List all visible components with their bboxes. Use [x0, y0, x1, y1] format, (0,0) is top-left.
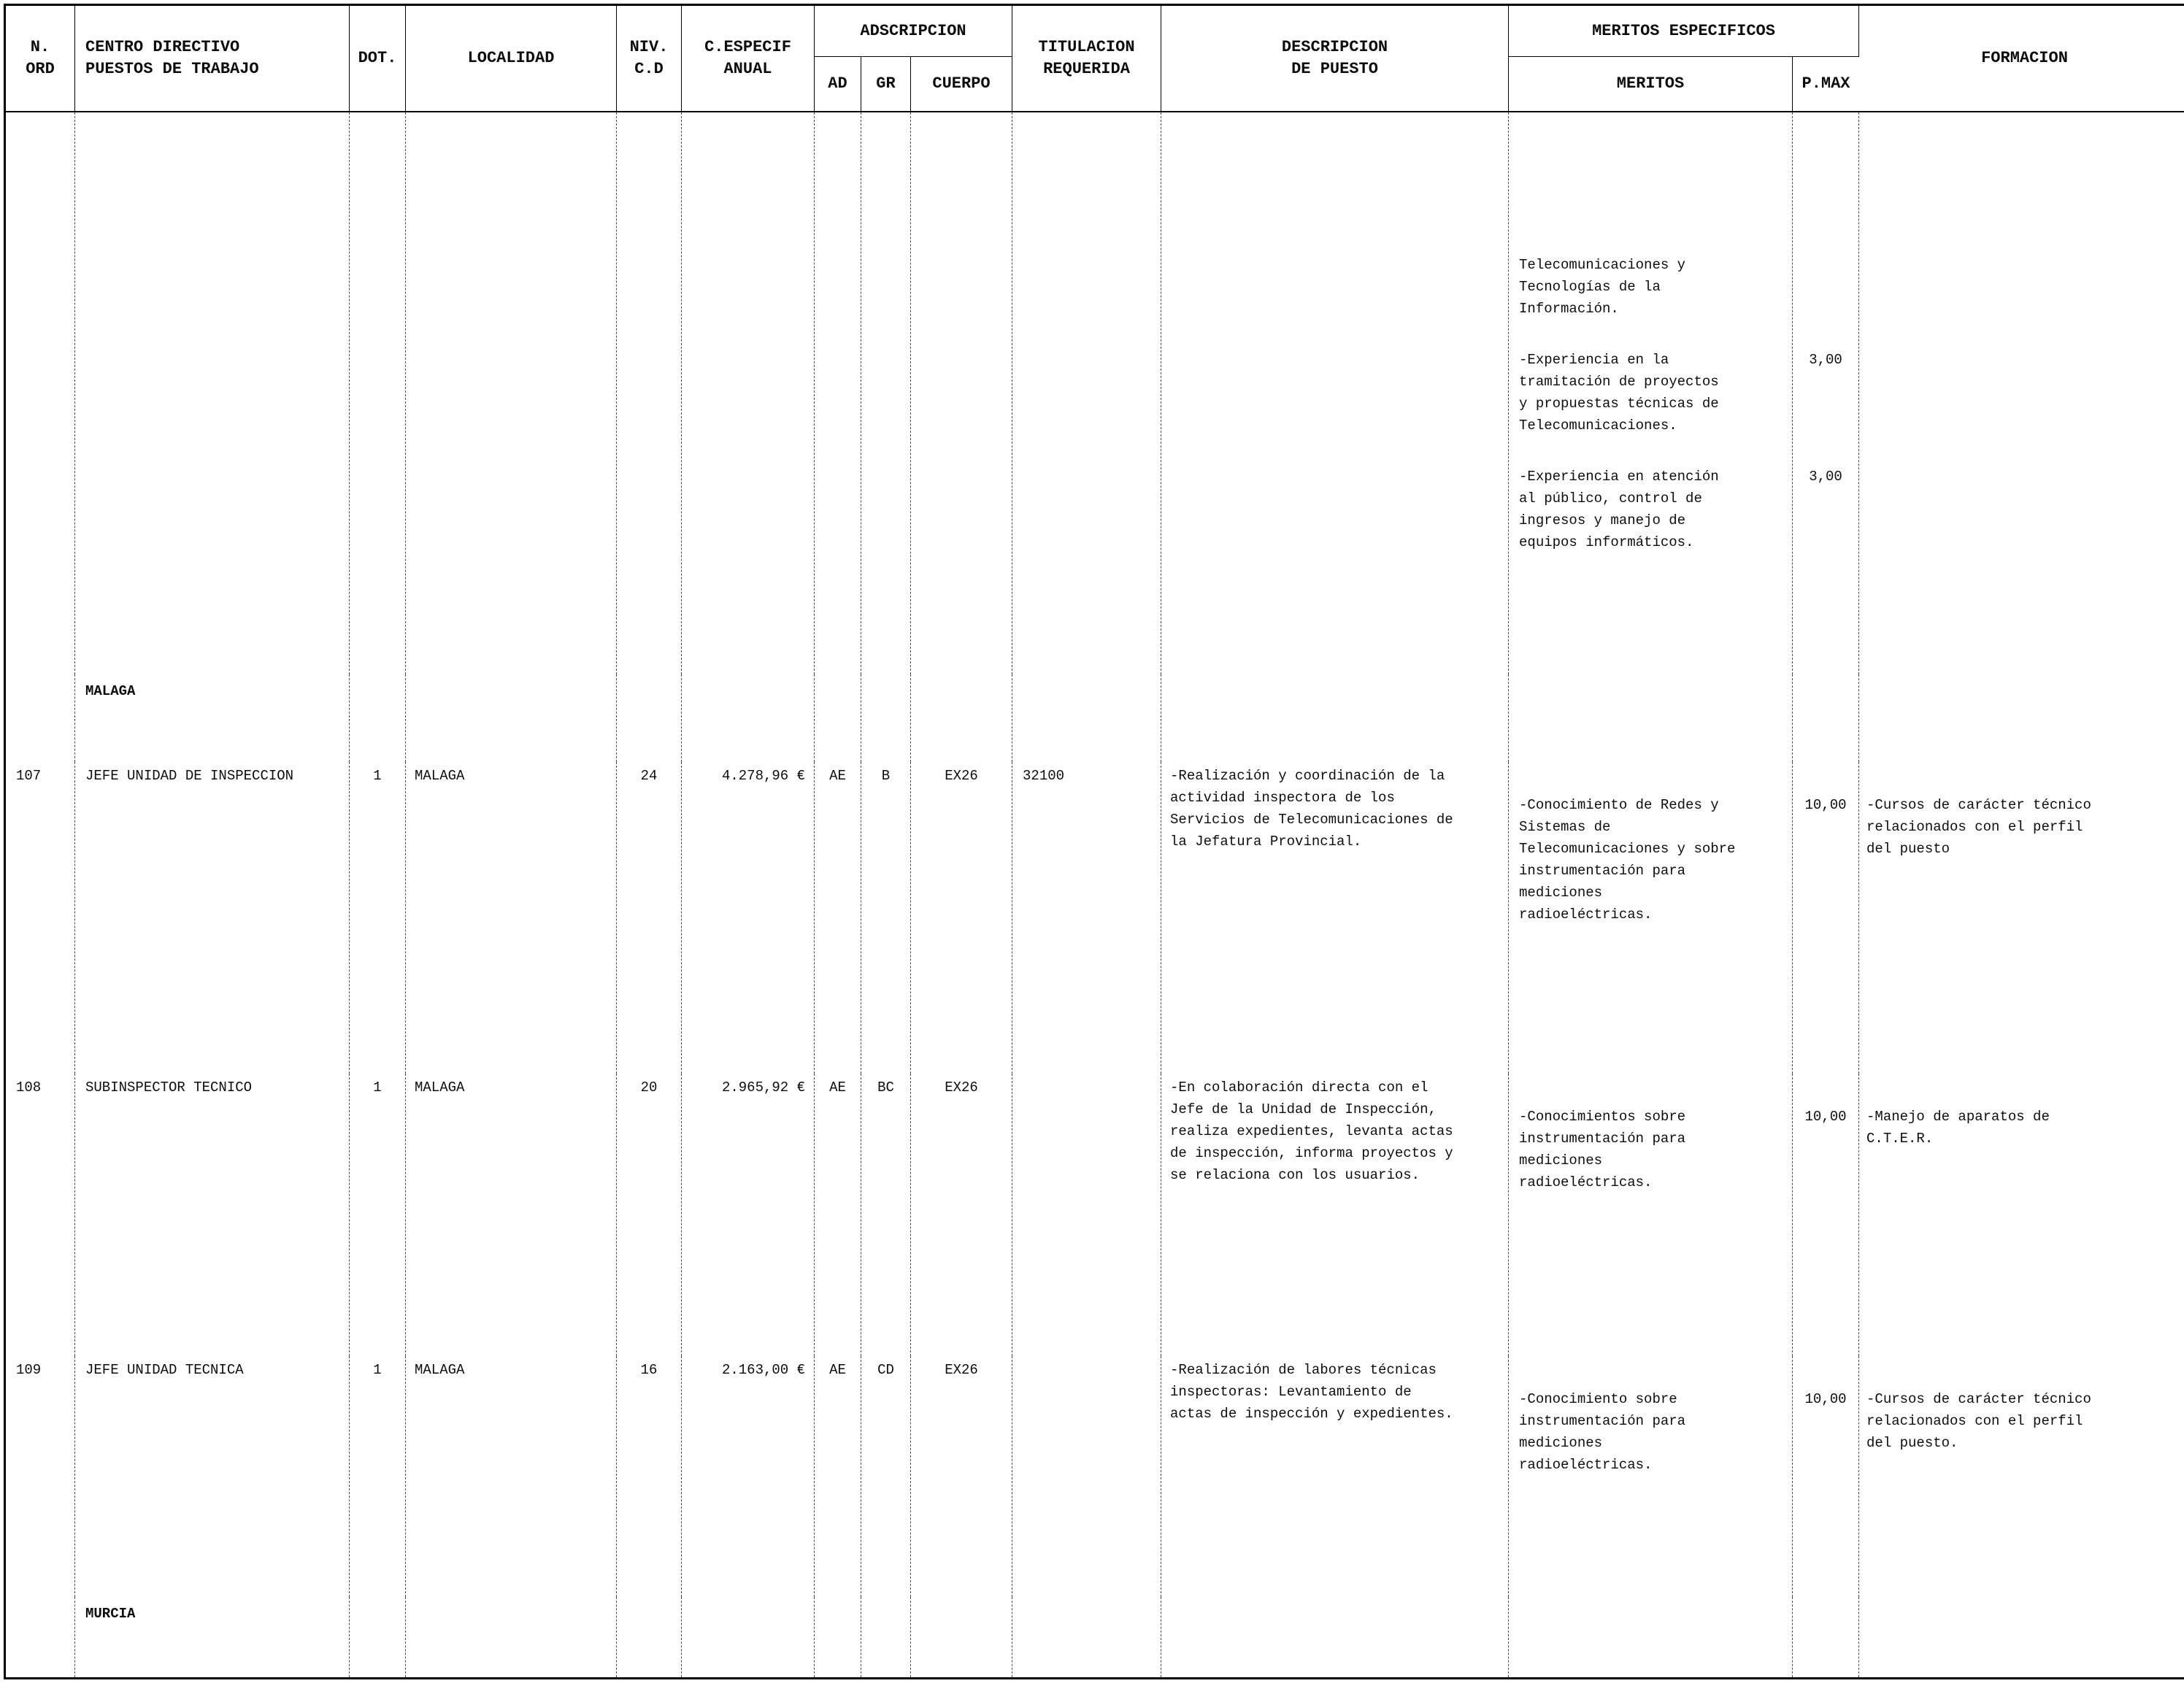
cell-formacion — [1859, 1356, 2184, 1597]
group-row-malaga — [6, 674, 2184, 762]
cell-empty — [1859, 674, 2184, 762]
cell-cont-cuerpo — [911, 112, 1012, 674]
col-header-centro-directivo — [75, 6, 350, 112]
cell-cespecif: 2.965,92 € — [682, 1074, 815, 1356]
cell-pmax: 10,00 — [1793, 762, 1859, 1074]
merit-text: -Experiencia en atención al público, control de ingresos y manejo de equipos informáticos. — [1519, 469, 1719, 550]
cell-empty — [6, 1597, 75, 1677]
cell-empty — [1509, 674, 1793, 762]
cell-cont-cespecif — [682, 112, 815, 674]
cell-cont-titulacion — [1012, 112, 1161, 674]
group-row-murcia — [6, 1597, 2184, 1677]
pmax-value: 3,00 — [1809, 352, 1842, 368]
col-header-centro-line1: CENTRO DIRECTIVO — [85, 38, 240, 56]
cell-n-ord: 109 — [6, 1356, 75, 1597]
cell-cont-meritos — [1509, 112, 1793, 674]
cell-empty — [350, 1597, 406, 1677]
cell-empty — [1012, 1597, 1161, 1677]
col-header-ad: AD — [815, 57, 861, 112]
cell-empty — [6, 674, 75, 762]
cell-meritos — [1509, 1074, 1793, 1356]
cell-empty — [815, 1597, 861, 1677]
cell-empty — [406, 674, 617, 762]
cell-cont-descripcion — [1161, 112, 1509, 674]
cell-niv: 24 — [617, 762, 682, 1074]
col-header-cuerpo: CUERPO — [911, 57, 1012, 112]
cell-empty — [1793, 1597, 1859, 1677]
cell-cont-pmax — [1793, 112, 1859, 674]
col-header-adscripcion: ADSCRIPCION — [815, 6, 1012, 57]
cell-empty — [617, 674, 682, 762]
col-header-titulacion-line2: REQUERIDA — [1043, 60, 1130, 78]
cell-meritos — [1509, 1356, 1793, 1597]
col-header-cespecif-line1: C.ESPECIF — [704, 38, 791, 56]
cell-empty — [406, 1597, 617, 1677]
cell-empty — [1012, 674, 1161, 762]
cell-puesto: JEFE UNIDAD DE INSPECCION — [75, 762, 350, 1074]
cell-cont-centro — [75, 112, 350, 674]
cell-descripcion — [1161, 1074, 1509, 1356]
cell-niv: 16 — [617, 1356, 682, 1597]
cell-titulacion — [1012, 1074, 1161, 1356]
scanned-document-page — [0, 4, 2184, 1686]
col-header-niv: NIV. — [629, 38, 669, 56]
cell-empty — [1793, 674, 1859, 762]
table-row — [6, 762, 2184, 1074]
col-header-localidad: LOCALIDAD — [406, 6, 617, 112]
col-header-meritos: MERITOS — [1509, 57, 1793, 112]
cell-puesto: JEFE UNIDAD TECNICA — [75, 1356, 350, 1597]
cell-dot: 1 — [350, 762, 406, 1074]
cell-ad: AE — [815, 762, 861, 1074]
table-body — [6, 112, 2184, 1677]
col-header-dot: DOT. — [350, 6, 406, 112]
merit-text: Telecomunicaciones y Tecnologías de la Información. — [1519, 257, 1686, 317]
col-header-pmax: P.MAX — [1793, 57, 1859, 112]
cell-ad: AE — [815, 1074, 861, 1356]
col-header-n-ord — [6, 6, 75, 112]
cell-cont-ad — [815, 112, 861, 674]
merit-text: -Experiencia en la tramitación de proyectos y propuestas técnicas de Telecomunicaciones. — [1519, 352, 1719, 434]
cell-n-ord: 108 — [6, 1074, 75, 1356]
col-header-formacion: FORMACION — [1859, 6, 2184, 112]
col-header-descripcion-line2: DE PUESTO — [1291, 60, 1378, 78]
cell-empty — [617, 1597, 682, 1677]
cell-cuerpo: EX26 — [911, 762, 1012, 1074]
formacion-text: -Manejo de aparatos de C.T.E.R. — [1866, 1109, 2050, 1147]
cell-cuerpo: EX26 — [911, 1074, 1012, 1356]
col-header-cd: C.D — [634, 60, 664, 78]
cell-gr: B — [861, 762, 911, 1074]
cell-cont-formacion — [1859, 112, 2184, 674]
merit-text: -Conocimiento sobre instrumentación para mediciones radioeléctricas. — [1519, 1391, 1686, 1473]
group-label: MURCIA — [75, 1597, 350, 1677]
formacion-text: -Cursos de carácter técnico relacionados con el perfil del puesto — [1866, 797, 2091, 857]
col-header-descripcion-line1: DESCRIPCION — [1281, 38, 1388, 56]
cell-cont-n — [6, 112, 75, 674]
cell-dot: 1 — [350, 1356, 406, 1597]
table-row — [6, 1074, 2184, 1356]
cell-descripcion — [1161, 1356, 1509, 1597]
col-header-meritos-especificos: MERITOS ESPECIFICOS — [1509, 6, 1859, 57]
cell-localidad: MALAGA — [406, 1074, 617, 1356]
cell-ad: AE — [815, 1356, 861, 1597]
col-header-ord: ORD — [26, 60, 55, 78]
cell-gr: CD — [861, 1356, 911, 1597]
col-header-titulacion-line1: TITULACION — [1038, 38, 1135, 56]
cell-empty — [861, 1597, 911, 1677]
cell-cespecif: 4.278,96 € — [682, 762, 815, 1074]
col-header-niv-cd — [617, 6, 682, 112]
cell-pmax: 10,00 — [1793, 1074, 1859, 1356]
cell-cont-localidad — [406, 112, 617, 674]
col-header-centro-line2: PUESTOS DE TRABAJO — [85, 60, 259, 78]
cell-localidad: MALAGA — [406, 762, 617, 1074]
cell-empty — [1161, 674, 1509, 762]
cell-empty — [911, 1597, 1012, 1677]
cell-empty — [1161, 1597, 1509, 1677]
col-header-descripcion — [1161, 6, 1509, 112]
cell-niv: 20 — [617, 1074, 682, 1356]
merit-text: -Conocimiento de Redes y Sistemas de Telecomunicaciones y sobre instrumentación para mediciones radioeléctricas. — [1519, 797, 1736, 923]
cell-empty — [682, 674, 815, 762]
cell-localidad: MALAGA — [406, 1356, 617, 1597]
cell-descripcion — [1161, 762, 1509, 1074]
pmax-value: 3,00 — [1809, 469, 1842, 485]
group-label: MALAGA — [75, 674, 350, 762]
cell-empty — [1509, 1597, 1793, 1677]
merit-text: -Conocimientos sobre instrumentación para mediciones radioeléctricas. — [1519, 1109, 1686, 1190]
cell-empty — [1859, 1597, 2184, 1677]
cell-titulacion — [1012, 1356, 1161, 1597]
cell-pmax: 10,00 — [1793, 1356, 1859, 1597]
descripcion-text: -Realización y coordinación de la actividad inspectora de los Servicios de Telecomunicaciones de la Jefatura Provincial. — [1170, 768, 1453, 850]
formacion-text: -Cursos de carácter técnico relacionados con el perfil del puesto. — [1866, 1391, 2091, 1451]
table-row — [6, 1356, 2184, 1597]
descripcion-text: -En colaboración directa con el Jefe de la Unidad de Inspección, realiza expedientes, levanta actas de inspección, informa proyectos y se relaciona con los usuarios. — [1170, 1079, 1453, 1183]
cell-empty — [682, 1597, 815, 1677]
job-positions-table — [4, 4, 2184, 1679]
col-header-cespecif-line2: ANUAL — [723, 60, 772, 78]
cell-empty — [815, 674, 861, 762]
col-header-gr: GR — [861, 57, 911, 112]
cell-cont-niv — [617, 112, 682, 674]
cell-cont-gr — [861, 112, 911, 674]
cell-cont-dot — [350, 112, 406, 674]
cell-dot: 1 — [350, 1074, 406, 1356]
col-header-n: N. — [30, 38, 50, 56]
descripcion-text: -Realización de labores técnicas inspectoras: Levantamiento de actas de inspección y expedientes. — [1170, 1362, 1453, 1422]
cell-formacion — [1859, 762, 2184, 1074]
table-header — [6, 6, 2184, 112]
cell-puesto: SUBINSPECTOR TECNICO — [75, 1074, 350, 1356]
continuation-row — [6, 112, 2184, 674]
cell-empty — [911, 674, 1012, 762]
cell-empty — [350, 674, 406, 762]
cell-empty — [861, 674, 911, 762]
cell-titulacion: 32100 — [1012, 762, 1161, 1074]
cell-n-ord: 107 — [6, 762, 75, 1074]
cell-formacion — [1859, 1074, 2184, 1356]
col-header-titulacion — [1012, 6, 1161, 112]
cell-cespecif: 2.163,00 € — [682, 1356, 815, 1597]
cell-meritos — [1509, 762, 1793, 1074]
col-header-cespecif — [682, 6, 815, 112]
cell-gr: BC — [861, 1074, 911, 1356]
cell-cuerpo: EX26 — [911, 1356, 1012, 1597]
